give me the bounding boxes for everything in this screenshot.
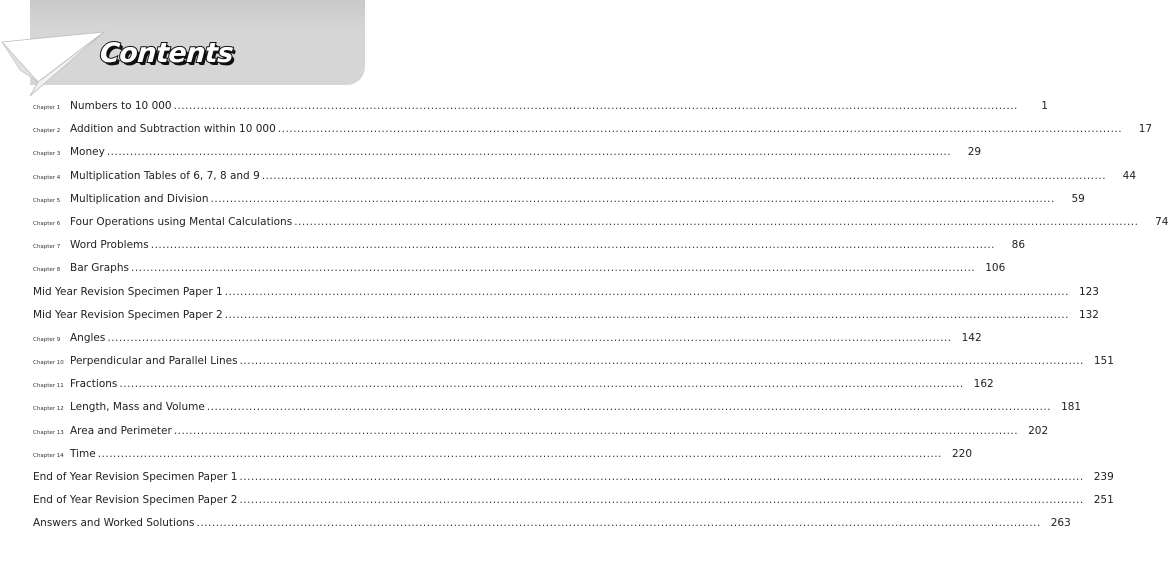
dot-leader: ............................................................................................................................................................................................................................	[210, 192, 1055, 205]
page-title: Contents	[98, 38, 235, 69]
dot-leader: ............................................................................................................................................................................................................................	[97, 447, 942, 460]
chapter-title: Fractions	[70, 378, 118, 391]
chapter-title: Mid Year Revision Specimen Paper 2	[33, 308, 223, 321]
page-number: 59	[1071, 192, 1085, 205]
toc-row	[33, 285, 1099, 309]
chapter-number: Chapter 14	[33, 452, 64, 459]
toc-row	[33, 262, 1006, 285]
chapter-title: Bar Graphs	[70, 262, 129, 275]
toc-row	[33, 424, 1049, 448]
chapter-title: Area and Perimeter	[70, 424, 172, 437]
chapter-title: Length, Mass and Volume	[70, 401, 205, 414]
chapter-number: Chapter 9	[33, 336, 61, 343]
dot-leader: ............................................................................................................................................................................................................................	[224, 285, 1069, 298]
page-number: 17	[1138, 123, 1153, 136]
dot-leader: ............................................................................................................................................................................................................................	[206, 401, 1052, 414]
chapter-number: Chapter 8	[33, 267, 61, 274]
page-number: 44	[1122, 169, 1137, 182]
page-number: 123	[1078, 285, 1099, 298]
chapter-title: Multiplication Tables of 6, 7, 8 and 9	[70, 169, 260, 182]
dot-leader: ............................................................................................................................................................................................................................	[294, 215, 1139, 228]
dot-leader: ............................................................................................................................................................................................................................	[173, 424, 1019, 437]
page-number: 1	[1041, 100, 1048, 112]
page-number: 74	[1155, 215, 1168, 228]
dot-leader: ............................................................................................................................................................................................................................	[239, 355, 1084, 368]
page-number: 132	[1078, 308, 1099, 321]
chapter-title: Multiplication and Division	[70, 192, 209, 205]
dot-leader: ............................................................................................................................................................................................................................	[173, 100, 1018, 112]
paper-plane-icon	[0, 30, 110, 100]
chapter-number: Chapter 11	[33, 383, 64, 390]
dot-leader: ............................................................................................................................................................................................................................	[261, 169, 1107, 182]
dot-leader: ............................................................................................................................................................................................................................	[130, 262, 976, 275]
chapter-title: End of Year Revision Specimen Paper 1	[33, 471, 238, 483]
chapter-number: Chapter 13	[33, 429, 64, 436]
toc-row	[33, 123, 1153, 146]
chapter-title: Money	[70, 146, 105, 159]
dot-leader: ............................................................................................................................................................................................................................	[239, 494, 1084, 507]
dot-leader: ............................................................................................................................................................................................................................	[277, 123, 1123, 136]
chapter-number: Chapter 2	[33, 128, 61, 135]
toc-row	[33, 192, 1085, 216]
toc-row	[33, 401, 1082, 424]
toc-row	[33, 471, 1114, 494]
toc-row	[33, 308, 1099, 332]
chapter-number: Chapter 10	[33, 360, 64, 367]
page-number: 106	[985, 262, 1006, 275]
page-number: 220	[951, 447, 972, 460]
dot-leader: ............................................................................................................................................................................................................................	[150, 239, 996, 252]
page-number: 202	[1028, 424, 1049, 437]
dot-leader: ............................................................................................................................................................................................................................	[119, 378, 964, 391]
page-number: 151	[1093, 355, 1114, 368]
dot-leader: ............................................................................................................................................................................................................................	[196, 517, 1041, 530]
page-number: 263	[1050, 517, 1071, 530]
toc-row	[33, 447, 972, 471]
chapter-title: Word Problems	[70, 239, 149, 252]
page-number: 251	[1093, 494, 1114, 507]
page-number: 239	[1093, 471, 1114, 483]
page-number: 86	[1011, 239, 1026, 252]
header-shade	[30, 0, 365, 30]
toc-row	[33, 378, 994, 401]
toc-row	[33, 169, 1137, 193]
toc-row	[33, 517, 1071, 540]
toc-row	[33, 146, 982, 169]
toc-row	[33, 331, 982, 355]
chapter-title: Numbers to 10 000	[70, 100, 172, 112]
chapter-number: Chapter 5	[33, 197, 61, 204]
chapter-title: Mid Year Revision Specimen Paper 1	[33, 285, 223, 298]
toc-row	[33, 355, 1114, 378]
dot-leader: ............................................................................................................................................................................................................................	[106, 146, 952, 159]
chapter-number: Chapter 3	[33, 151, 61, 158]
dot-leader: ............................................................................................................................................................................................................................	[224, 308, 1069, 321]
chapter-number: Chapter 1	[33, 105, 61, 111]
chapter-number: Chapter 4	[33, 174, 61, 181]
page-number: 181	[1061, 401, 1082, 414]
dot-leader: ............................................................................................................................................................................................................................	[239, 471, 1084, 483]
page-number: 142	[961, 331, 982, 344]
chapter-number: Chapter 7	[33, 244, 61, 251]
chapter-title: Addition and Subtraction within 10 000	[70, 123, 276, 136]
dot-leader: ............................................................................................................................................................................................................................	[107, 331, 952, 344]
chapter-number: Chapter 12	[33, 406, 64, 413]
chapter-title: End of Year Revision Specimen Paper 2	[33, 494, 238, 507]
chapter-title: Angles	[70, 331, 106, 344]
chapter-number: Chapter 6	[33, 220, 61, 227]
chapter-title: Perpendicular and Parallel Lines	[70, 355, 238, 368]
page-number: 162	[973, 378, 994, 391]
chapter-title: Answers and Worked Solutions	[33, 517, 195, 530]
toc-row	[33, 239, 1026, 262]
table-of-contents	[33, 100, 1168, 541]
toc-row	[33, 494, 1114, 517]
toc-row	[33, 215, 1168, 239]
page-number: 29	[967, 146, 982, 159]
chapter-title: Four Operations using Mental Calculations	[70, 215, 293, 228]
toc-row	[33, 100, 1048, 123]
chapter-title: Time	[70, 447, 96, 460]
